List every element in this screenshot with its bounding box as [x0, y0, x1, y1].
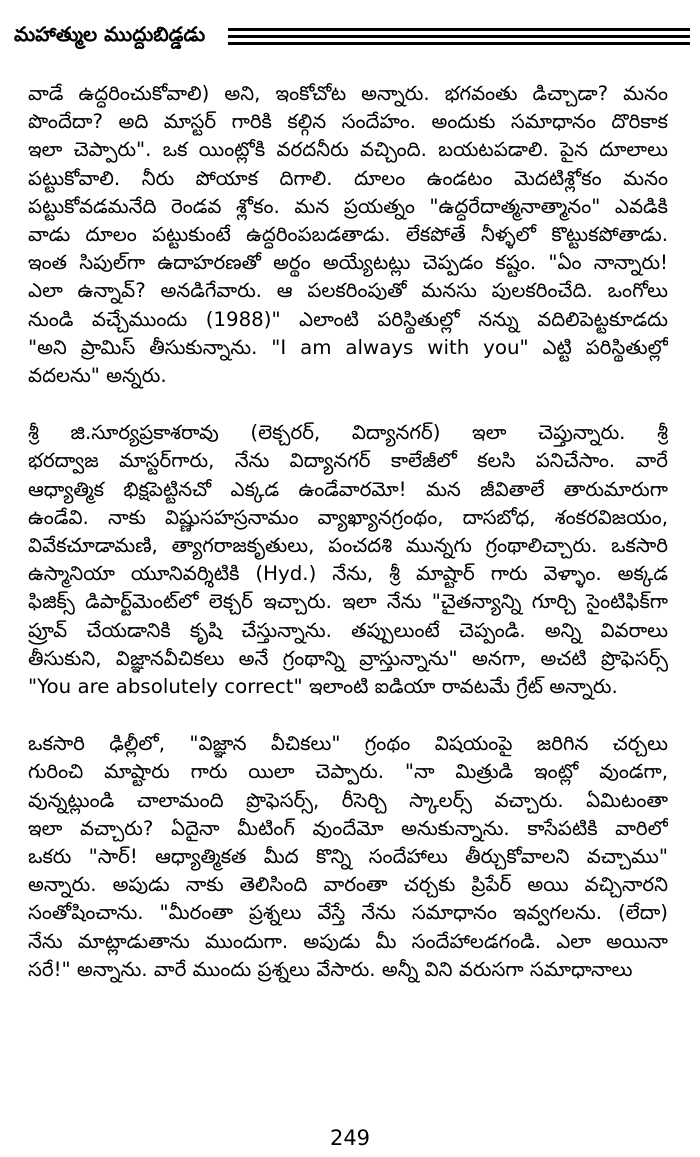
text-line: పొందేదా? అది మాస్టర్ గారికి కల్గిన సందేహం. అందుకు సమాధానం దొరికాక — [28, 110, 668, 134]
text-line: "You are absolutely correct" ఇలాంటి ఐడియా రావటమే గ్రేట్ అన్నారు. — [28, 675, 618, 699]
text-line: నుండి వచ్చేముందు (1988)" ఎలాంటి పరిస్థితుల్లో నన్ను వదిలిపెట్టకూడదు — [28, 307, 668, 331]
text-line: ఒకరు "సార్! ఆధ్యాత్మికత మీద కొన్ని సందేహాలు తీర్చుకోవాలని వచ్చాము" — [28, 845, 668, 869]
header-rule — [228, 28, 690, 31]
text-line: అన్నారు. అపుడు నాకు తెలిసింది వారంతా చర్చకు ప్రిపేర్ అయి వచ్చినారని — [28, 873, 668, 897]
page-body — [28, 80, 668, 984]
paragraph — [28, 80, 668, 390]
text-line: గురించి మాష్టారు గారు యిలా చెప్పారు. "నా మిత్రుడి ఇంట్లో వుండగా, — [28, 760, 668, 784]
text-line: "అని ప్రామిస్ తీసుకున్నాను. "I am always with you" ఎట్టి పరిస్థితుల్లో — [28, 335, 668, 359]
text-line: ఇలా చెప్పారు". ఒక యింట్లోకి వరదనీరు వచ్చింది. బయటపడాలి. పైన దూలాలు — [28, 138, 668, 162]
text-line: ఎలా ఉన్నావ్? అనడిగేవారు. ఆ పలకరింపుతో మనసు పులకరించేది. ఒంగోలు — [28, 279, 668, 303]
header-rule-lines — [228, 28, 690, 49]
text-line: తీసుకుని, విజ్ఞానవీచికలు అనే గ్రంథాన్ని వ్రాస్తున్నాను" అనగా, అచటి ప్రొఫెసర్స్ — [28, 646, 668, 670]
paragraph-gap — [28, 390, 668, 419]
text-line: ఇంత సిపుల్‌గా ఉదాహరణతో అర్థం అయ్యేటట్లు చెప్పడం కష్టం. "ఏం నాన్నారు! — [28, 251, 668, 275]
running-header — [14, 16, 690, 56]
text-line: వదలను" అన్నరు. — [28, 364, 167, 388]
paragraph — [28, 730, 668, 984]
text-line: సరే!" అన్నాను. వారే ముందు ప్రశ్నలు వేసారు. అన్నీ విని వరుసగా సమాధానాలు — [28, 957, 633, 981]
text-line: వివేకచూడామణి, త్యాగరాజకృతులు, పంచదశి మున్నగు గ్రంథాలిచ్చారు. ఒకసారి — [28, 534, 668, 558]
text-line: శ్రీ జి.సూర్యప్రకాశరావు (లెక్చరర్, విద్యానగర్) ఇలా చెప్తున్నారు. శ్రీ — [28, 421, 668, 445]
text-line: ఆధ్యాత్మిక భిక్షపెట్టినచో ఎక్కడ ఉండేవారమో! మన జీవితాలే తారుమారుగా — [28, 477, 668, 501]
text-line: ఒకసారి ఢిల్లీలో, "విజ్ఞాన వీచికలు" గ్రంథం విషయంపై జరిగిన చర్చలు — [28, 732, 668, 756]
text-line: ఫిజిక్స్ డిపార్ట్‌మెంట్‌లో లెక్చర్ ఇచ్చారు. ఇలా నేను "చైతన్యాన్ని గూర్చి సైంటిఫిక్‌గా — [28, 590, 668, 614]
paragraph — [28, 419, 668, 701]
running-header-title: మహాత్ముల ముద్దుబిడ్డడు — [14, 22, 206, 46]
text-line: ప్రూవ్ చేయడానికి కృషి చేస్తున్నాను. తప్పులుంటే చెప్పండి. అన్ని వివరాలు — [28, 618, 668, 642]
text-line: ఉస్మానియా యూనివర్శిటికి (Hyd.) నేను, శ్రీ మాష్టార్ గారు వెళ్ళాం. అక్కడ — [28, 562, 668, 586]
text-line: వున్నట్లుండి చాలామంది ప్రొఫెసర్స్, రీసెర్చి స్కాలర్స్ వచ్చారు. ఏమిటంతా — [28, 788, 668, 812]
header-rule — [228, 35, 690, 38]
text-line: భరద్వాజ మాస్టర్‌గారు, నేను విద్యానగర్ కాలేజీలో కలసి పనిచేసాం. వారే — [28, 449, 668, 473]
text-line: ఇలా వచ్చారు? ఏదైనా మీటింగ్ వుందేమో అనుకున్నాను. కాసేపటికి వారిలో — [28, 816, 668, 840]
text-line: వాడే ఉద్ధరించుకోవాలి) అని, ఇంకోచోట అన్నారు. భగవంతు డిచ్చాడా? మనం — [28, 82, 668, 105]
page-number: 249 — [329, 1126, 371, 1150]
text-line: వాడు దూలం పట్టుకుంటే ఉద్ధరింపబడతాడు. లేకపోతే నీళ్ళలో కొట్టుకపోతాడు. — [28, 223, 668, 247]
text-line: నేను మాట్లాడుతాను ముందుగా. అపుడు మీ సందేహాలడగండి. ఎలా అయినా — [28, 929, 668, 953]
paragraph-gap — [28, 701, 668, 730]
text-line: ఉండేవి. నాకు విష్ణుసహస్రనామం వ్యాఖ్యానగ్రంథం, దాసబోధ, శంకరవిజయం, — [28, 505, 668, 529]
text-line: సంతోషించాను. "మీరంతా ప్రశ్నలు వేస్తే నేను సమాధానం ఇవ్వగలను. (లేదా) — [28, 901, 668, 925]
text-line: పట్టుకోవాలి. నీరు పోయాక దిగాలి. దూలం ఉండటం మెదటిశ్లోకం మనం — [28, 166, 668, 190]
header-rule — [228, 42, 690, 45]
text-line: పట్టుకోవడమనేది రెండవ శ్లోకం. మన ప్రయత్నం "ఉద్ధరేదాత్మనాత్మానం" ఎవడికి — [28, 194, 668, 218]
